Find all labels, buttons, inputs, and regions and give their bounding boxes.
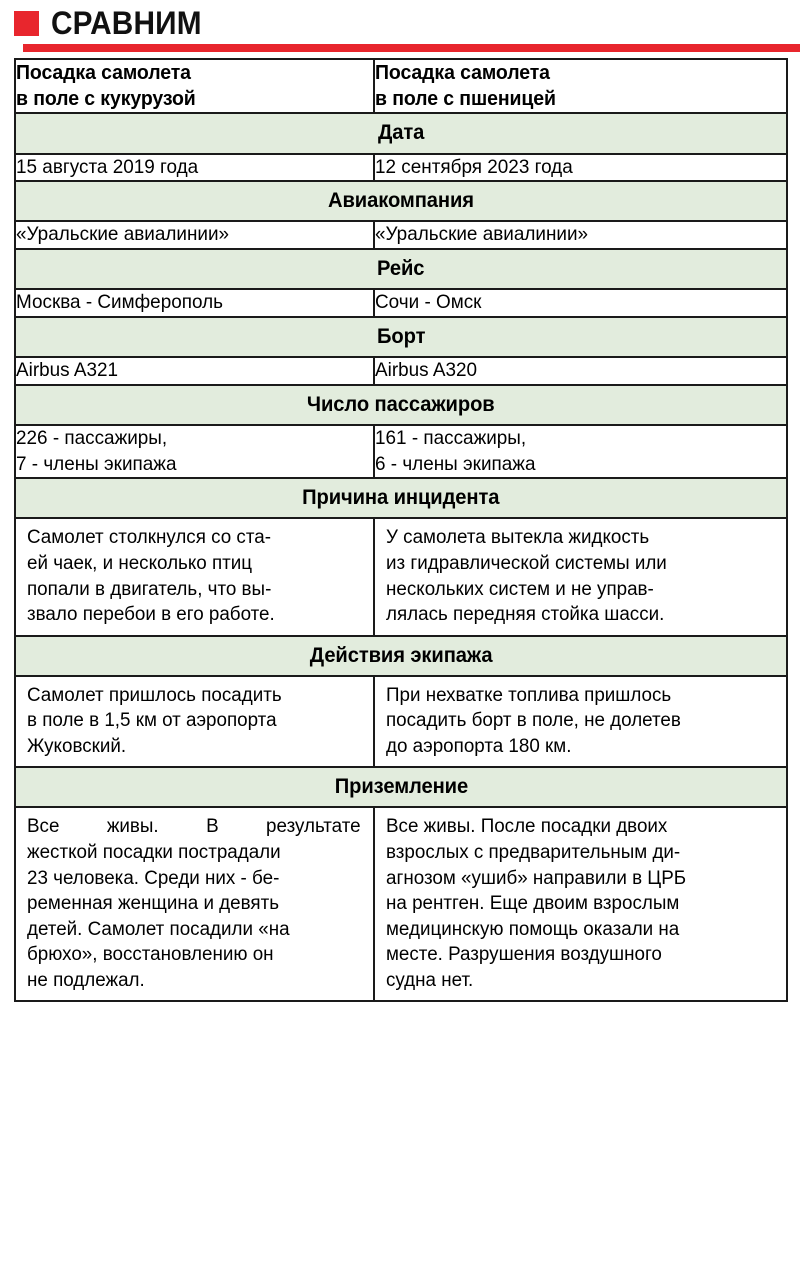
text-line: Airbus A321: [16, 359, 119, 382]
section-header-row: [15, 181, 787, 221]
section-header-row: [15, 767, 787, 807]
cell-right: [374, 221, 787, 249]
text-line: в поле с кукурузой: [16, 87, 196, 111]
section-header-row: [15, 636, 787, 676]
section-title: Число пассажиров: [307, 392, 495, 416]
table-row: [15, 518, 787, 635]
cell-left: [15, 154, 374, 182]
text-line: Сочи - Омск: [375, 291, 482, 314]
page-title: СРАВНИМ: [51, 5, 202, 41]
text-line: При нехватке топлива пришлось: [386, 684, 672, 706]
text-line: месте. Разрушения воздушного: [386, 944, 662, 966]
table-row: [15, 221, 787, 249]
section-header-cell: [15, 767, 787, 807]
text-line: попали в двигатель, что вы-: [27, 578, 272, 600]
section-header-row: [15, 249, 787, 289]
text-line: взрослых с предварительным ди-: [386, 842, 681, 863]
text-line: 6 - члены экипажа: [375, 452, 536, 475]
cell-right: [374, 425, 787, 478]
text-line: Все живы. В результате: [27, 816, 361, 838]
text-line: агнозом «ушиб» направили в ЦРБ: [386, 867, 687, 889]
cell-left: [15, 357, 374, 385]
cell-right: [374, 676, 787, 768]
section-header-row: [15, 113, 787, 153]
section-header-cell: [15, 181, 787, 221]
cell-right: [374, 807, 787, 1001]
cell-left: [15, 676, 374, 768]
text-line: Посадка самолета: [16, 61, 191, 84]
text-line: не подлежал.: [27, 969, 145, 991]
cell-left: [15, 425, 374, 478]
text-line: до аэропорта 180 км.: [386, 735, 572, 757]
text-line: в поле с пшеницей: [375, 87, 556, 111]
cell-left: [15, 807, 374, 1001]
column-header-left: [15, 59, 374, 113]
text-line: 226 - пассажиры,: [16, 426, 168, 449]
section-header-cell: [15, 385, 787, 425]
table-header-row: [15, 59, 787, 113]
table-row: [15, 425, 787, 478]
text-line: в поле в 1,5 км от аэропорта: [27, 710, 277, 732]
table-row: [15, 154, 787, 182]
cell-right: [374, 289, 787, 317]
text-line: Самолет пришлось посадить: [27, 684, 282, 706]
table-row: [15, 357, 787, 385]
section-title: Действия экипажа: [309, 643, 493, 667]
page-header: [14, 6, 786, 52]
text-line: Все живы. После посадки двоих: [386, 816, 668, 838]
text-line: судна нет.: [386, 969, 474, 991]
text-line: ей чаек, и несколько птиц: [27, 552, 253, 574]
text-line: звало перебои в его работе.: [27, 604, 275, 626]
column-header-right: [374, 59, 787, 113]
text-line: «Уральские авиалинии»: [375, 223, 589, 246]
title-row: [14, 6, 786, 40]
text-line: детей. Самолет посадили «на: [27, 918, 290, 940]
section-header-cell: [15, 478, 787, 518]
text-line: на рентген. Еще двоим взрослым: [386, 893, 680, 915]
text-line: медицинскую помощь оказали на: [386, 918, 680, 940]
section-header-cell: [15, 249, 787, 289]
text-line: Жуковский.: [27, 735, 127, 757]
text-line: посадить борт в поле, не долетев: [386, 710, 681, 732]
red-square-marker-icon: [14, 11, 39, 36]
text-line: 7 - члены экипажа: [16, 452, 177, 475]
text-line: из гидравлической системы или: [386, 552, 667, 574]
red-rule-divider: [23, 44, 800, 52]
text-line: «Уральские авиалинии»: [16, 223, 230, 246]
text-line: Посадка самолета: [375, 61, 550, 84]
table-row: [15, 676, 787, 768]
section-title: Приземление: [334, 775, 468, 799]
text-line: У самолета вытекла жидкость: [386, 527, 650, 549]
section-header-row: [15, 478, 787, 518]
section-header-row: [15, 385, 787, 425]
section-title: Рейс: [377, 257, 425, 281]
section-header-cell: [15, 317, 787, 357]
table-row: [15, 289, 787, 317]
text-line: Airbus A320: [375, 359, 478, 382]
text-line: Москва - Симферополь: [16, 291, 223, 314]
text-line: 161 - пассажиры,: [375, 426, 527, 449]
section-header-row: [15, 317, 787, 357]
cell-right: [374, 357, 787, 385]
cell-left: [15, 221, 374, 249]
text-line: лялась передняя стойка шасси.: [386, 604, 665, 626]
section-title: Авиакомпания: [328, 189, 474, 213]
table-row: [15, 807, 787, 1001]
text-line: жесткой посадки пострадали: [27, 842, 281, 863]
section-title: Причина инцидента: [302, 486, 500, 510]
cell-left: [15, 289, 374, 317]
text-line: ременная женщина и девять: [27, 893, 280, 915]
section-title: Дата: [377, 121, 425, 145]
cell-right: [374, 154, 787, 182]
section-header-cell: [15, 113, 787, 153]
text-line: Самолет столкнулся со ста-: [27, 527, 271, 549]
text-line: 12 сентября 2023 года: [375, 155, 573, 178]
text-line: 23 человека. Среди них - бе-: [27, 867, 280, 889]
cell-left: [15, 518, 374, 635]
section-header-cell: [15, 636, 787, 676]
text-line: брюхо», восстановлению он: [27, 944, 274, 966]
text-line: нескольких систем и не управ-: [386, 578, 654, 600]
text-line: 15 августа 2019 года: [16, 155, 199, 178]
cell-right: [374, 518, 787, 635]
comparison-table: [14, 58, 788, 1002]
section-title: Борт: [376, 324, 426, 348]
